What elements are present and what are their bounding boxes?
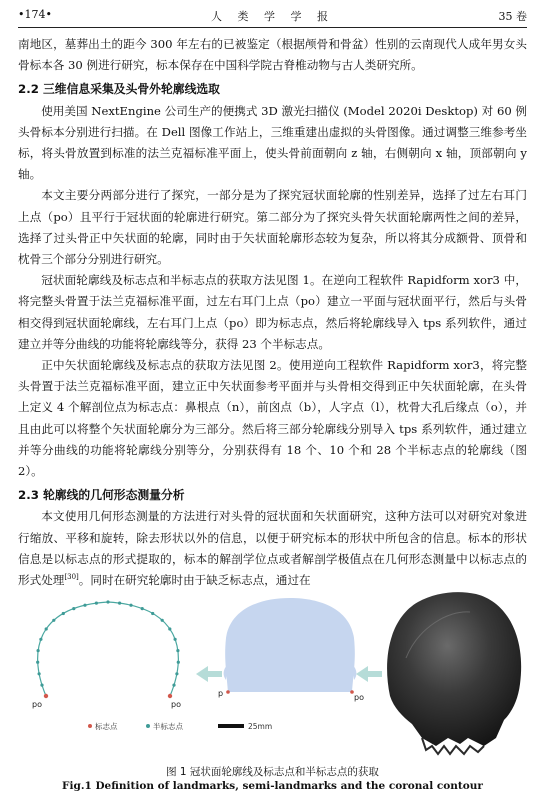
arrow-left-1 <box>196 666 222 682</box>
paragraph-gm-analysis <box>18 506 527 591</box>
legend-semilandmark-label: 半标志点 <box>153 722 183 731</box>
semilandmark-point <box>141 607 144 610</box>
figure-caption-en: Fig.1 Definition of landmarks, semi-landmarks and the coronal contour <box>62 780 483 792</box>
semilandmark-point <box>95 602 98 605</box>
scale-bar-label: 25mm <box>248 722 273 731</box>
semilandmark-point <box>52 619 55 622</box>
skull-shape <box>387 592 521 746</box>
section-landmark-left <box>226 690 230 694</box>
contour-panel <box>32 600 181 709</box>
semilandmark-point <box>36 661 39 664</box>
paragraph-coronal-method: 冠状面轮廓线及标志点和半标志点的获取方法见图 1。在逆向工程软件 Rapidform xor3 中，将完整头骨置于法兰克福标准平面，过左右耳门上点（po）建立一平面与冠状面平行，然后与头骨相交得到冠状面轮廓线，左右耳门上点（po）即为标志点，然后将轮廓线导入 tps 系列软件，通过建立并等分曲线的功能将轮廓线等分，获得 23 个半标志点。 <box>18 273 527 351</box>
figure-caption-cn: 图 1 冠状面轮廓线及标志点和半标志点的获取 <box>166 766 379 778</box>
semilandmark-point <box>72 607 75 610</box>
legend-semilandmark-icon <box>146 724 150 728</box>
semilandmark-point <box>40 684 43 687</box>
arrow-left-2 <box>356 666 382 682</box>
semilandmark-point <box>175 672 178 675</box>
label-po-right: po <box>171 700 181 709</box>
paragraph-research-parts: 本文主要分两部分进行了探究，一部分是为了探究冠状面轮廓的性别差异，选择了过左右耳门上点（po）且平行于冠状面的轮廓进行研究。第二部分为了探究头骨矢状面轮廓两性之间的差异，选择了过头骨正中矢状面的轮廓，同时由于矢状面轮廓形态较为复杂，所以将其分成额骨、顶骨和枕骨三个部分分别进行研究。 <box>18 188 527 267</box>
semilandmark-point <box>45 627 48 630</box>
paragraph-sagittal-method: 正中矢状面轮廓线及标志点的获取方法见图 2。使用逆向工程软件 Rapidform xor3，将完整头骨置于法兰克福标准平面，建立正中矢状面参考平面并与头骨相交得到正中矢状面轮廓，在头骨上定义 4 个解剖位点为标志点：鼻根点（n），前囟点（b），人字点（l），枕骨大孔后缘点（o），并且由此可以将整个矢状面轮廓分为三部分。然后将三部分轮廓线分别导入 tps 系列软件，通过建立并等分曲线的功能将轮廓线分别等分，分别获得有 18 个、10 个和 28 个半标志点的轮廓线（图 2）。 <box>18 358 527 479</box>
coronal-section-shape <box>225 598 355 692</box>
semilandmark-point <box>38 672 41 675</box>
section-label-right: po <box>354 693 364 702</box>
semilandmark-point <box>161 619 164 622</box>
paragraph-gm-text: 本文使用几何形态测量的方法进行对头骨的冠状面和矢状面研究，这种方法可以对研究对象进行缩放、平移和旋转，除去形状以外的信息，以便于研究标本的形状中所包含的信息。标本的形状信息是以标志点的形式提取的，标本的解剖学位点或者解剖学极值点在几何形态测量中以标志点的形式处理 <box>18 509 527 588</box>
semilandmark-point <box>176 649 179 652</box>
legend-landmark-label: 标志点 <box>95 722 118 731</box>
semilandmark-point <box>37 649 40 652</box>
header-rule <box>18 27 527 28</box>
citation-30: [30] <box>64 573 79 582</box>
semilandmark-point <box>177 661 180 664</box>
paragraph-scanning: 使用美国 NextEngine 公司生产的便携式 3D 激光扫描仪 (Model 2020i Desktop) 对 60 例头骨标本分别进行扫描。在 Dell 图像工作站上，三维重建出虚拟的头骨图像。通过调整三维参考坐标，将头骨放置到标准的法兰克福标准平面上，使头骨前面朝向 z 轴，右侧朝向 x 轴，顶部朝向 y 轴。 <box>18 103 527 182</box>
label-po-left: po <box>32 700 42 709</box>
coronal-contour-line <box>38 602 179 696</box>
semilandmark-point <box>39 638 42 641</box>
figure-legend <box>88 721 272 731</box>
landmark-po-left <box>44 694 48 698</box>
coronal-section-panel <box>218 598 364 702</box>
page-number: •174• <box>18 8 52 21</box>
section-label-left: p <box>218 689 224 698</box>
legend-landmark-icon <box>88 724 92 728</box>
volume-label: 35 卷 <box>498 10 527 23</box>
paragraph-intro: 南地区，墓葬出土的距今 300 年左右的已被鉴定（根据颅骨和骨盆）性别的云南现代人成年男女头骨标本各 30 例进行研究，标本保存在中国科学院古脊椎动物与古人类研究所。 <box>18 37 527 73</box>
semilandmark-point <box>174 638 177 641</box>
semilandmark-point <box>151 612 154 615</box>
running-header <box>18 8 527 26</box>
journal-title: 人 类 学 学 报 <box>211 10 334 23</box>
semilandmark-point <box>118 602 121 605</box>
semilandmark-point <box>129 604 132 607</box>
semilandmark-point <box>106 600 109 603</box>
semilandmark-point <box>83 604 86 607</box>
article-body <box>18 34 527 591</box>
section-heading-2-3: 2.3 轮廓线的几何形态测量分析 <box>18 488 185 503</box>
figure-1 <box>18 588 527 768</box>
semilandmark-group <box>36 600 180 686</box>
semilandmark-point <box>62 612 65 615</box>
arrow-left-1-shape <box>196 666 222 682</box>
scale-bar <box>218 724 244 728</box>
landmark-po-right <box>168 694 172 698</box>
section-heading-2-2: 2.2 三维信息采集及头骨外轮廓线选取 <box>18 82 220 97</box>
semilandmark-point <box>172 684 175 687</box>
arrow-left-2-shape <box>356 666 382 682</box>
figure-1-graphic <box>18 588 527 768</box>
skull-render-panel <box>387 592 521 754</box>
semilandmark-point <box>168 627 171 630</box>
paragraph-gm-tail: 。同时在研究轮廓时由于缺乏标志点，通过在 <box>78 573 311 588</box>
